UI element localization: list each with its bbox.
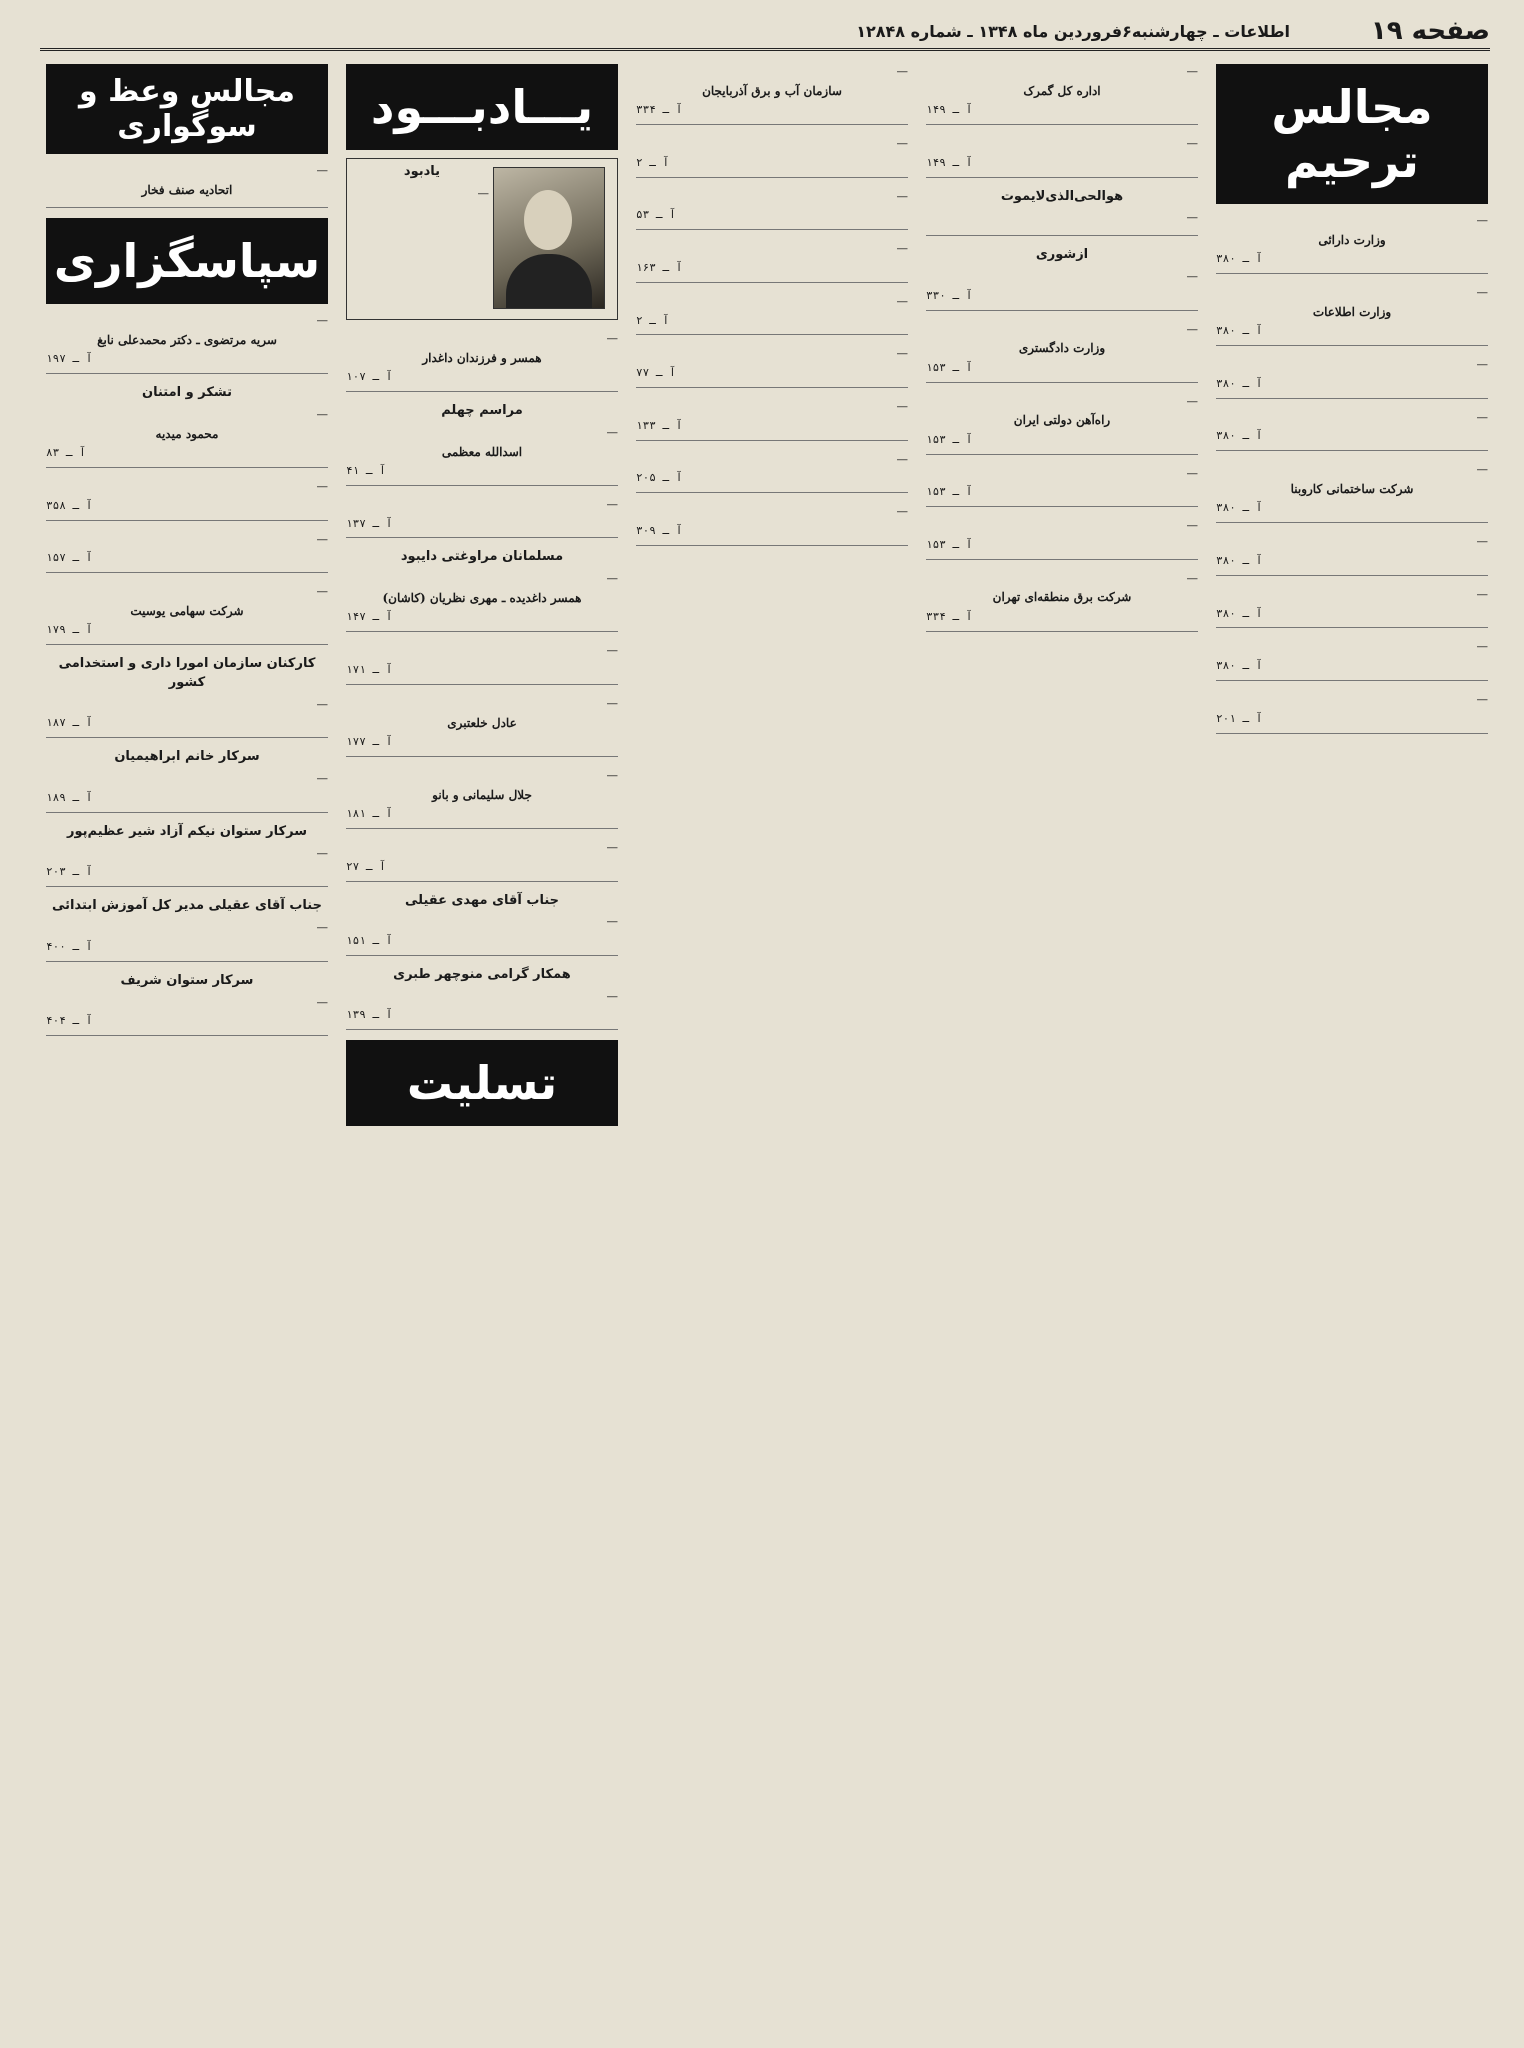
notice-body: — (1186, 393, 1198, 408)
notice-code: آ ـ ۴۰۴ (46, 1014, 93, 1028)
notice (1216, 461, 1488, 523)
notice-body: — (606, 424, 618, 439)
notice (346, 402, 618, 486)
notice (636, 293, 908, 336)
notice-body: — (477, 185, 489, 200)
notice-body: — (896, 136, 908, 150)
notice-body: — (1186, 570, 1198, 585)
notice-code: آ ـ ۳۳۴ (636, 103, 683, 117)
issue-info: اطلاعات ـ چهارشنبه۶فروردین ماه ۱۳۴۸ ـ شماره ۱۲۸۴۸ (856, 22, 1290, 41)
notice-code: آ ـ ۴۰۰ (46, 939, 93, 953)
column-1 (1212, 60, 1492, 2030)
column-3 (632, 60, 912, 2030)
notice-head: مسلمانان مراوغتی دایبود (400, 549, 564, 565)
notices (1212, 212, 1492, 734)
notice-code: آ ـ ۳۸۰ (1216, 252, 1263, 266)
notice-sig: شرکت برق منطقه‌ای تهران (992, 590, 1132, 605)
notice (1216, 638, 1488, 681)
notice-body: — (1476, 692, 1488, 707)
notice-code: آ ـ ۱۸۱ (346, 806, 393, 820)
notice (46, 478, 328, 521)
notice-body: — (1186, 64, 1198, 78)
notice (346, 892, 618, 956)
notice-head: سرکار ستوان شریف (120, 972, 254, 988)
notice-body: — (1476, 639, 1488, 654)
notice (346, 839, 618, 882)
notice-body: — (1186, 268, 1198, 283)
notice (636, 398, 908, 441)
notice-head: جناب آقای مهدی عقیلی (404, 892, 560, 908)
banner-majales-vaz: مجالس وعظ و سوگواری (46, 64, 328, 154)
notice (926, 188, 1198, 237)
notice-code: آ ـ ۳۳۰ (926, 288, 973, 302)
notice (346, 548, 618, 632)
notice-sig: وزارت اطلاعات (1312, 304, 1392, 319)
notice-head: جناب آقای عقیلی مدیر کل آموزش ابتدائی (52, 898, 322, 914)
banner-tasliat: تسليت (346, 1040, 618, 1126)
notice-body: — (1476, 213, 1488, 227)
notice-code: آ ـ ۱۰۷ (346, 370, 393, 384)
notice (346, 695, 618, 757)
notice-code: آ ـ ۲۷ (346, 859, 386, 873)
notice (46, 583, 328, 645)
notice-sig: اسدالله معظمی (441, 444, 523, 459)
notice-code: آ ـ ۳۳۴ (926, 609, 973, 623)
notice-code: آ ـ ۱۳۷ (346, 516, 393, 530)
notice-head: هوالحی‌الذی‌لایموت (1000, 188, 1124, 204)
notice-body: — (316, 920, 328, 935)
column-2 (922, 60, 1202, 2030)
notice-code: آ ـ ۱۴۹ (926, 103, 973, 117)
notice (636, 240, 908, 283)
notice-code: آ ـ ۲ (636, 313, 670, 327)
notice-code: آ ـ ۳۸۰ (1216, 606, 1263, 620)
notice-body: — (606, 643, 618, 658)
notice (636, 135, 908, 178)
columns (40, 60, 1492, 2030)
notice (1216, 691, 1488, 734)
masthead (40, 14, 1490, 51)
notice-body: — (1186, 518, 1198, 533)
page-number: صفحه ۱۹ (1370, 16, 1490, 46)
notice-code: آ ـ ۳۸۰ (1216, 324, 1263, 338)
notice-body: — (316, 478, 328, 493)
notice (46, 531, 328, 574)
notice-head: تشکر و امتنان (142, 385, 232, 401)
notice-body: — (896, 399, 908, 414)
notice-code: آ ـ ۳۸۰ (1216, 553, 1263, 567)
notice-head: سرکار ستوان نیکم آزاد شیر عظیم‌پور (67, 823, 307, 839)
notice-code: آ ـ ۱۹۷ (46, 352, 93, 366)
notice-sig: راه‌آهن دولتی ایران (1013, 413, 1111, 428)
notice-body: — (1186, 321, 1198, 336)
notice (636, 63, 908, 125)
notice-code: آ ـ ۱۸۹ (46, 790, 93, 804)
notice (636, 345, 908, 388)
notice-code: آ ـ ۲۰۳ (46, 865, 93, 879)
notice-code: آ ـ ۳۰۹ (636, 523, 683, 537)
notice (346, 642, 618, 685)
notice-body: — (606, 839, 618, 854)
notices (342, 330, 622, 1030)
notice (926, 246, 1198, 310)
notice (636, 451, 908, 494)
notice-body: — (316, 584, 328, 599)
notice-body: — (606, 571, 618, 586)
notice-code: آ ـ ۳۸۰ (1216, 501, 1263, 515)
notice (1216, 409, 1488, 452)
notice-sig: همسر داغدیده ـ مهری نظریان (کاشان) (382, 590, 582, 605)
notice (1216, 284, 1488, 346)
notice-body: — (316, 313, 328, 328)
notice (46, 384, 328, 468)
notice-body: — (896, 241, 908, 256)
notice (636, 188, 908, 231)
notice-sig: اداره کل گمرک (1023, 83, 1101, 98)
notice (46, 162, 328, 208)
notice-head: یادبود (403, 164, 441, 179)
notice-body: — (316, 406, 328, 421)
notice-code: آ ـ ۲۰۱ (1216, 711, 1263, 725)
notice (346, 496, 618, 539)
notice-body: — (316, 845, 328, 860)
notice (1216, 533, 1488, 576)
notice-code: آ ـ ۱۸۷ (46, 716, 93, 730)
notice-code: آ ـ ۱۷۹ (46, 623, 93, 637)
notice-code: آ ـ ۱۷۱ (346, 662, 393, 676)
notice-body: — (1476, 409, 1488, 424)
notice-body: — (896, 451, 908, 466)
notice-code: آ ـ ۴۱ (346, 463, 386, 477)
notice-sig: شرکت ساختمانی کاروبنا (1290, 481, 1414, 496)
notice-body: — (1476, 357, 1488, 371)
notice-body: — (606, 695, 618, 710)
notice-code: آ ـ ۳۸۰ (1216, 429, 1263, 443)
notice-code: آ ـ ۱۷۷ (346, 734, 393, 748)
notice (46, 748, 328, 812)
notice-code: آ ـ ۵۳ (636, 208, 676, 222)
notice (636, 503, 908, 546)
notice-sig: وزارت دارائی (1318, 232, 1386, 247)
notice-head: کارکنان سازمان امورا داری و استخدامی کشور (58, 656, 316, 690)
notice-body: — (896, 293, 908, 308)
notice-code: آ ـ ۳۸۰ (1216, 376, 1263, 390)
notice-code: آ ـ ۱۵۳ (926, 360, 973, 374)
notice (926, 135, 1198, 178)
notice-code: آ ـ ۱۵۷ (46, 551, 93, 565)
notices-a (42, 162, 332, 1036)
notice-body: — (1476, 462, 1488, 477)
notice (1216, 586, 1488, 629)
portrait-photo (493, 167, 605, 309)
notice (346, 767, 618, 829)
notice-sig: عادل خلعتبری (447, 715, 517, 730)
notice-code: آ ـ ۸۳ (46, 445, 86, 459)
notice-body: — (316, 696, 328, 711)
notice (346, 966, 618, 1030)
notice-body: — (606, 988, 618, 1003)
notice-sig: جلال سلیمانی و بانو (432, 787, 532, 802)
notice-body: — (316, 771, 328, 786)
notice-body: — (1476, 534, 1488, 549)
notice (46, 823, 328, 887)
notice-body: — (1476, 285, 1488, 299)
notice-code: آ ـ ۱۵۳ (926, 432, 973, 446)
notice-code: آ ـ ۱۳۹ (346, 1008, 393, 1022)
notice-sig: وزارت دادگستری (1018, 341, 1106, 356)
notice (926, 393, 1198, 455)
notice-body: — (606, 914, 618, 929)
notice-body: — (1186, 210, 1198, 225)
notice-body: — (896, 504, 908, 519)
notice-code: آ ـ ۱۴۹ (926, 155, 973, 169)
notice-sig: اتحادیه صنف فخار (141, 182, 233, 197)
yadboud-box (346, 158, 618, 320)
notice-body: — (606, 496, 618, 511)
notice (926, 63, 1198, 125)
notice (926, 465, 1198, 508)
notice (1216, 212, 1488, 274)
notice-body: — (606, 767, 618, 782)
notice-body: — (1186, 465, 1198, 480)
notice-code: آ ـ ۷۷ (636, 366, 676, 380)
notice (346, 330, 618, 392)
notice-head: همکار گرامی منوچهر طبری (393, 966, 571, 982)
notice-code: آ ـ ۱۵۳ (926, 537, 973, 551)
notice-code: آ ـ ۳۵۸ (46, 498, 93, 512)
notice-body: — (896, 64, 908, 78)
notice (926, 321, 1198, 383)
notice-body: — (1476, 586, 1488, 601)
notice (46, 972, 328, 1036)
notice-head: مراسم چهلم (441, 403, 523, 418)
notice (46, 897, 328, 961)
notice (46, 655, 328, 738)
notices (922, 63, 1202, 632)
notice-head: ازشوری (1035, 247, 1089, 263)
notice-body: — (316, 994, 328, 1009)
notice-body: — (606, 331, 618, 345)
notice-code: آ ـ ۱۳۳ (636, 418, 683, 432)
banner-sepasgozari: سپاسگزاری (46, 218, 328, 304)
banner-majales-tarhim: مجالس ترحيم (1216, 64, 1488, 204)
notice-code: آ ـ ۱۴۷ (346, 610, 393, 624)
notice (926, 517, 1198, 560)
notice-code: آ ـ ۱۶۳ (636, 260, 683, 274)
notice-sig: سازمان آب و برق آذربایجان (702, 83, 842, 98)
notice (46, 312, 328, 374)
notice-code: آ ـ ۱۵۱ (346, 934, 393, 948)
notice-sig: همسر و فرزندان داغدار (422, 350, 542, 365)
notice-code: آ ـ ۲۰۵ (636, 471, 683, 485)
notice-body: — (896, 188, 908, 203)
notice-head: سرکار خانم ابراهیمیان (114, 749, 260, 765)
notice-body: — (316, 531, 328, 546)
notice-code: آ ـ ۱۵۳ (926, 485, 973, 499)
notice-sig: محمود میدیه (155, 426, 219, 441)
banner-yadboud: يـــادبـــود (346, 64, 618, 150)
column-5 (42, 60, 332, 2030)
column-4 (342, 60, 622, 2030)
notices (632, 63, 912, 546)
notice-body: — (896, 346, 908, 361)
notice-body: — (316, 163, 328, 177)
notice-body: — (1186, 136, 1198, 150)
notice (926, 570, 1198, 632)
notice-sig: شرکت سهامی یوسیت (130, 603, 244, 618)
notice-sig: سریه مرتضوی ـ دکتر محمدعلی نابغ (97, 332, 277, 347)
notice-code: آ ـ ۲ (636, 155, 670, 169)
notice-code: آ ـ ۳۸۰ (1216, 659, 1263, 673)
notice (1216, 356, 1488, 399)
